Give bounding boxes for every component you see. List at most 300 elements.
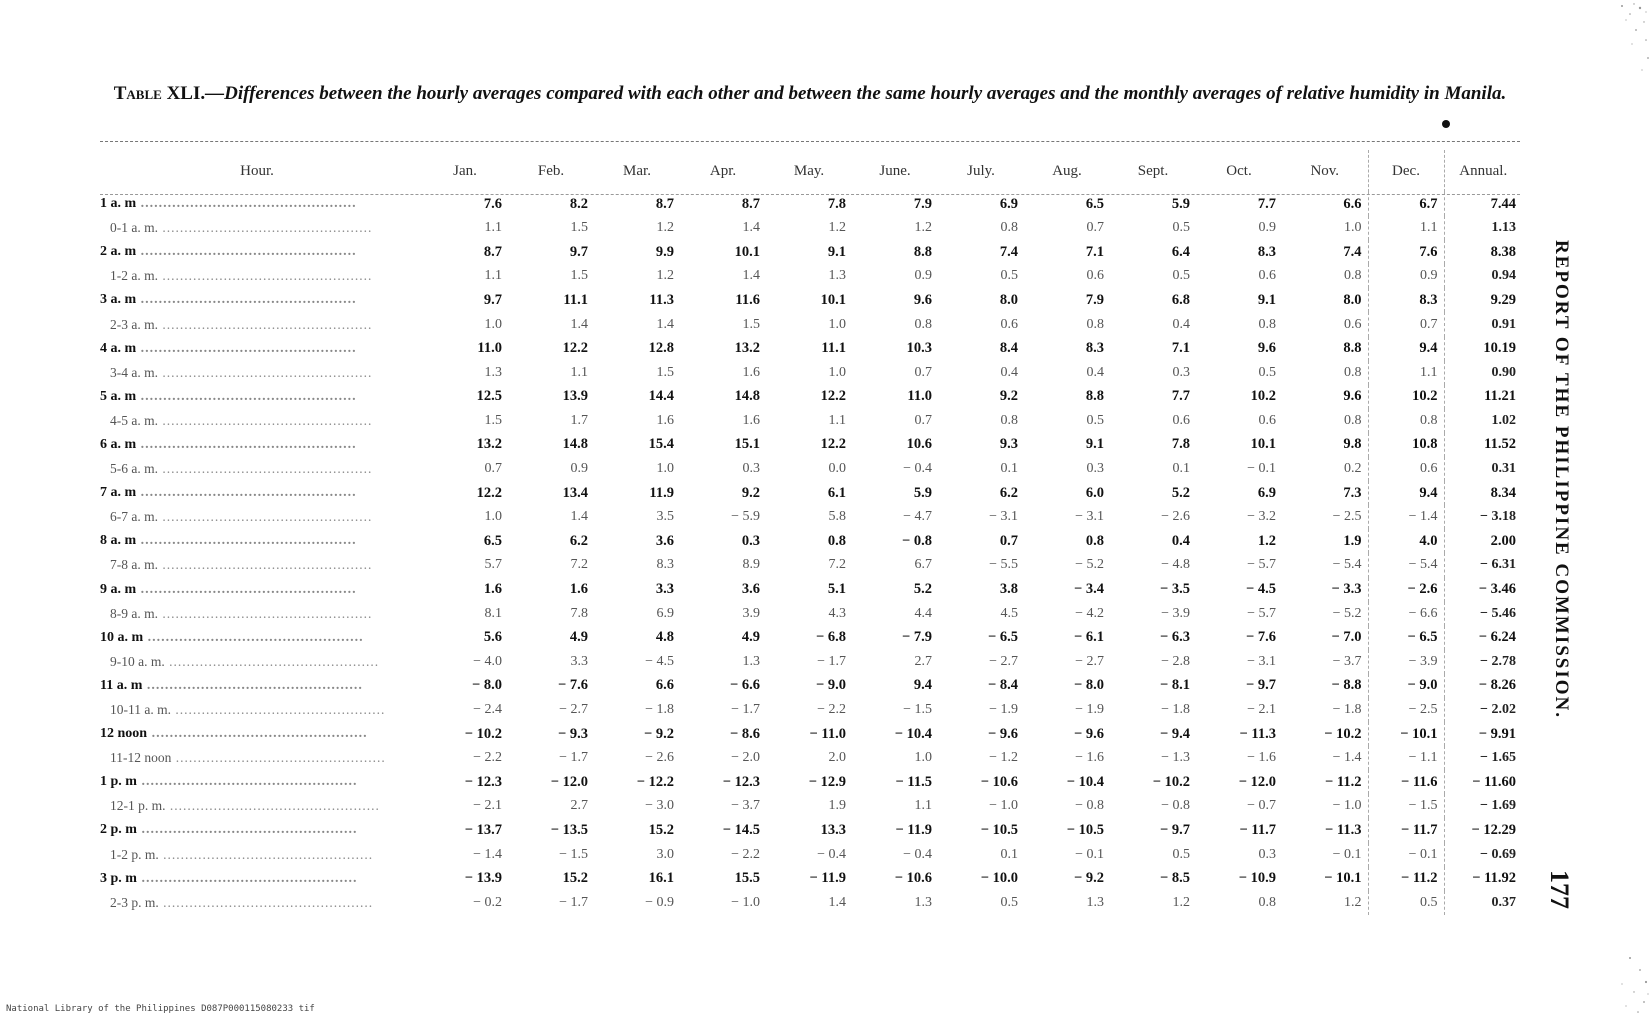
hour-cell [92, 891, 422, 915]
value-cell: 1.6 [483, 581, 502, 598]
hour-cell [92, 385, 422, 409]
annual-value-cell: 2.00 [1444, 529, 1522, 553]
value-cell: − 8.1 [1159, 677, 1190, 694]
leader-dots: ................................................ [136, 581, 357, 597]
value-cell: 1.3 [914, 894, 932, 910]
hour-cell [92, 746, 422, 770]
value-cell: 5.2 [913, 581, 932, 598]
value-cell: 4.9 [741, 629, 760, 646]
hour-cell [92, 843, 422, 867]
value-cell: − 2.5 [1332, 509, 1362, 525]
value-cell: 9.4 [913, 677, 932, 694]
column-header: July. [967, 162, 995, 179]
value-cell: 12.2 [820, 436, 846, 453]
hour-cell [92, 216, 422, 240]
value-cell: − 8.8 [1331, 677, 1362, 694]
hour-label: 2-3 a. m. [110, 316, 158, 332]
table-row-hour [92, 288, 1522, 312]
value-cell: 3.3 [570, 653, 588, 669]
value-cell: 9.1 [827, 243, 846, 260]
value-cell: 1.1 [484, 220, 502, 236]
hour-label: 7 a. m [100, 485, 137, 501]
value-cell: 1.1 [1368, 361, 1444, 385]
value-cell: 0.5 [1368, 891, 1444, 915]
leader-dots: ................................................ [158, 509, 373, 525]
value-cell: − 3.5 [1159, 581, 1190, 598]
table-row-difference [92, 794, 1522, 818]
value-cell: 10.1 [734, 243, 760, 260]
value-cell: 10.1 [1250, 436, 1276, 453]
hour-cell [92, 794, 422, 818]
column-header: Oct. [1226, 162, 1252, 179]
value-cell: − 1.8 [1332, 702, 1362, 718]
value-cell: − 2.6 [1368, 578, 1444, 602]
value-cell: − 11.5 [895, 773, 932, 790]
value-cell: 0.6 [1000, 316, 1018, 332]
value-cell: 4.8 [655, 629, 674, 646]
annual-value-cell: − 5.46 [1444, 602, 1522, 626]
table-label: Table XLI. [113, 83, 206, 104]
value-cell: − 3.9 [1161, 605, 1190, 621]
column-header: Jan. [453, 162, 477, 179]
value-cell: 11.1 [821, 340, 846, 357]
top-rule [100, 141, 1520, 142]
value-cell: − 3.7 [1332, 653, 1362, 669]
annual-value-cell: 0.91 [1444, 312, 1522, 336]
value-cell: 10.1 [820, 291, 846, 308]
value-cell: 1.0 [914, 750, 932, 766]
hour-cell [92, 433, 422, 457]
value-cell: 8.3 [1368, 288, 1444, 312]
value-cell: − 9.2 [1073, 870, 1104, 887]
hour-cell [92, 361, 422, 385]
value-cell: 0.4 [1172, 316, 1190, 332]
value-cell: 4.5 [1000, 605, 1018, 621]
value-cell: − 7.6 [557, 677, 588, 694]
value-cell: − 9.4 [1159, 725, 1190, 742]
table-row-hour [92, 770, 1522, 794]
leader-dots: ................................................ [158, 846, 374, 862]
leader-dots: ................................................ [147, 726, 368, 742]
value-cell: 11.6 [735, 291, 760, 308]
value-cell: − 12.0 [550, 773, 588, 790]
column-header: Aug. [1052, 162, 1082, 179]
value-cell: 7.6 [483, 195, 502, 212]
value-cell: − 1.9 [1075, 702, 1104, 718]
value-cell: 7.7 [1171, 388, 1190, 405]
value-cell: 10.3 [906, 340, 932, 357]
leader-dots: ................................................ [136, 436, 357, 452]
value-cell: 0.5 [1258, 364, 1276, 380]
column-header: Sept. [1137, 162, 1169, 179]
value-cell: − 2.4 [473, 702, 502, 718]
value-cell: 14.8 [734, 388, 760, 405]
value-cell: 0.8 [1000, 412, 1018, 428]
value-cell: 13.2 [476, 436, 502, 453]
value-cell: 0.7 [914, 412, 932, 428]
value-cell: 1.0 [828, 316, 846, 332]
hour-label: 8-9 a. m. [110, 605, 158, 621]
value-cell: − 0.1 [1247, 461, 1276, 477]
value-cell: − 4.2 [1075, 605, 1104, 621]
value-cell: 1.2 [656, 220, 674, 236]
value-cell: 1.1 [1368, 216, 1444, 240]
value-cell: − 1.5 [903, 702, 932, 718]
value-cell: 0.6 [1258, 412, 1276, 428]
value-cell: 13.4 [562, 484, 588, 501]
value-cell: 0.8 [1344, 268, 1362, 284]
hour-label: 11 a. m [100, 677, 143, 693]
value-cell: 1.4 [570, 509, 588, 525]
value-cell: − 4.7 [903, 509, 932, 525]
value-cell: − 1.5 [559, 846, 588, 862]
value-cell: 0.8 [1344, 364, 1362, 380]
annual-value-cell: 8.34 [1444, 481, 1522, 505]
value-cell: − 2.2 [731, 846, 760, 862]
value-cell: − 5.9 [731, 509, 760, 525]
table-row-difference [92, 602, 1522, 626]
value-cell: 6.9 [656, 605, 674, 621]
value-cell: − 12.2 [636, 773, 674, 790]
value-cell: 7.1 [1171, 340, 1190, 357]
value-cell: − 10.2 [464, 725, 502, 742]
value-cell: 0.6 [1086, 268, 1104, 284]
hour-label: 12 noon [100, 726, 148, 742]
leader-dots: ................................................ [136, 244, 357, 260]
value-cell: 12.2 [562, 340, 588, 357]
annual-value-cell: − 6.24 [1444, 626, 1522, 650]
value-cell: 7.4 [999, 243, 1018, 260]
annual-value-cell: − 1.65 [1444, 746, 1522, 770]
value-cell: 6.2 [999, 484, 1018, 501]
annual-value-cell: 1.02 [1444, 409, 1522, 433]
value-cell: − 1.7 [559, 894, 588, 910]
hour-cell [92, 409, 422, 433]
hour-cell [92, 867, 422, 891]
value-cell: 7.8 [1171, 436, 1190, 453]
hour-cell [92, 481, 422, 505]
value-cell: − 4.8 [1161, 557, 1190, 573]
value-cell: 16.1 [648, 870, 674, 887]
value-cell: 1.0 [1344, 220, 1362, 236]
value-cell: 0.1 [1000, 846, 1018, 862]
value-cell: − 8.6 [729, 725, 760, 742]
hour-label: 5-6 a. m. [110, 461, 158, 477]
value-cell: 6.7 [914, 557, 932, 573]
value-cell: 8.7 [483, 243, 502, 260]
value-cell: − 10.9 [1238, 870, 1276, 887]
value-cell: 12.2 [476, 484, 502, 501]
table-row-difference [92, 650, 1522, 674]
value-cell: − 0.8 [1075, 798, 1104, 814]
value-cell: − 6.5 [987, 629, 1018, 646]
value-cell: − 11.0 [809, 725, 846, 742]
value-cell: − 11.2 [1368, 867, 1444, 891]
value-cell: − 9.3 [557, 725, 588, 742]
value-cell: 7.2 [570, 557, 588, 573]
table-row-difference [92, 264, 1522, 288]
value-cell: − 3.3 [1331, 581, 1362, 598]
hour-label: 6 a. m [100, 436, 137, 452]
value-cell: 0.9 [1368, 264, 1444, 288]
leader-dots: ................................................ [136, 774, 358, 790]
value-cell: − 2.1 [473, 798, 502, 814]
value-cell: 0.5 [1000, 268, 1018, 284]
hour-cell [92, 192, 422, 216]
value-cell: 7.1 [1085, 243, 1104, 260]
value-cell: 0.8 [1368, 409, 1444, 433]
value-cell: − 6.5 [1368, 626, 1444, 650]
value-cell: − 5.5 [989, 557, 1018, 573]
value-cell: 1.7 [570, 412, 588, 428]
hour-cell [92, 240, 422, 264]
value-cell: − 11.7 [1368, 818, 1444, 842]
table-row-hour [92, 867, 1522, 891]
column-header: Nov. [1310, 162, 1340, 179]
value-cell: 1.5 [742, 316, 760, 332]
annual-value-cell: − 3.18 [1444, 505, 1522, 529]
annual-value-cell: − 8.26 [1444, 674, 1522, 698]
value-cell: 1.4 [656, 316, 674, 332]
leader-dots: ................................................ [136, 196, 357, 212]
value-cell: − 4.5 [1245, 581, 1276, 598]
value-cell: − 6.1 [1073, 629, 1104, 646]
annual-value-cell: 0.94 [1444, 264, 1522, 288]
value-cell: − 11.7 [1239, 821, 1276, 838]
value-cell: 14.8 [562, 436, 588, 453]
value-cell: − 9.2 [643, 725, 674, 742]
value-cell: 1.6 [569, 581, 588, 598]
value-cell: 0.5 [1172, 846, 1190, 862]
hour-cell [92, 312, 422, 336]
value-cell: 8.9 [742, 557, 760, 573]
hour-label: 11-12 noon [110, 750, 172, 766]
value-cell: 0.3 [742, 461, 760, 477]
value-cell: − 13.7 [464, 821, 502, 838]
value-cell: − 1.2 [989, 750, 1018, 766]
value-cell: 7.4 [1343, 243, 1362, 260]
value-cell: 1.0 [484, 316, 502, 332]
value-cell: − 0.8 [1161, 798, 1190, 814]
value-cell: 9.7 [569, 243, 588, 260]
value-cell: − 2.7 [559, 702, 588, 718]
value-cell: − 0.2 [473, 894, 502, 910]
value-cell: − 7.0 [1331, 629, 1362, 646]
hour-label: 9-10 a. m. [110, 653, 165, 669]
value-cell: − 3.7 [731, 798, 760, 814]
value-cell: 8.3 [656, 557, 674, 573]
value-cell: 8.0 [1343, 291, 1362, 308]
value-cell: 0.7 [1368, 312, 1444, 336]
value-cell: − 5.7 [1247, 557, 1276, 573]
value-cell: 1.0 [656, 461, 674, 477]
value-cell: − 3.9 [1368, 650, 1444, 674]
value-cell: 0.3 [1258, 846, 1276, 862]
value-cell: 1.9 [828, 798, 846, 814]
leader-dots: ................................................ [158, 364, 373, 380]
value-cell: − 2.7 [1075, 653, 1104, 669]
table-row-difference [92, 746, 1522, 770]
hour-label: 7-8 a. m. [110, 557, 158, 573]
value-cell: 1.5 [656, 364, 674, 380]
value-cell: 9.6 [1257, 340, 1276, 357]
value-cell: 1.4 [742, 220, 760, 236]
value-cell: 0.8 [1258, 316, 1276, 332]
leader-dots: ................................................ [158, 268, 373, 284]
value-cell: 3.0 [656, 846, 674, 862]
value-cell: 6.0 [1085, 484, 1104, 501]
value-cell: 8.3 [1257, 243, 1276, 260]
value-cell: 1.1 [484, 268, 502, 284]
running-head: REPORT OF THE PHILIPPINE COMMISSION. [1551, 240, 1572, 720]
value-cell: 1.5 [484, 412, 502, 428]
value-cell: 6.4 [1171, 243, 1190, 260]
table-row-hour [92, 578, 1522, 602]
hour-label: 10 a. m [100, 629, 144, 645]
leader-dots: ................................................ [136, 292, 357, 308]
value-cell: − 9.7 [1245, 677, 1276, 694]
value-cell: − 2.7 [989, 653, 1018, 669]
value-cell: 8.7 [655, 195, 674, 212]
value-cell: − 10.5 [1066, 821, 1104, 838]
leader-dots: ................................................ [158, 557, 373, 573]
header-rule [100, 194, 1520, 195]
column-header: Feb. [537, 162, 565, 179]
value-cell: 15.2 [562, 870, 588, 887]
value-cell: − 0.4 [903, 461, 932, 477]
value-cell: − 5.7 [1247, 605, 1276, 621]
value-cell: 5.8 [828, 509, 846, 525]
value-cell: − 9.0 [1368, 674, 1444, 698]
leader-dots: ................................................ [158, 316, 373, 332]
value-cell: − 6.6 [1368, 602, 1444, 626]
hour-label: 8 a. m [100, 533, 137, 549]
value-cell: 4.0 [1368, 529, 1444, 553]
table-row-hour [92, 385, 1522, 409]
value-cell: 1.1 [570, 364, 588, 380]
table-body [92, 192, 1522, 915]
table-row-difference [92, 457, 1522, 481]
value-cell: 0.6 [1258, 268, 1276, 284]
value-cell: 9.8 [1343, 436, 1362, 453]
annual-value-cell: − 12.29 [1444, 818, 1522, 842]
column-header: May. [793, 162, 825, 179]
value-cell: 0.6 [1344, 316, 1362, 332]
hour-cell [92, 674, 422, 698]
value-cell: − 10.0 [980, 870, 1018, 887]
table-row-hour [92, 192, 1522, 216]
humidity-table [92, 150, 1522, 915]
value-cell: 1.1 [828, 412, 846, 428]
value-cell: − 6.3 [1159, 629, 1190, 646]
value-cell: 12.2 [820, 388, 846, 405]
value-cell: − 0.1 [1368, 843, 1444, 867]
leader-dots: ................................................ [136, 870, 358, 886]
value-cell: 0.9 [914, 268, 932, 284]
value-cell: 5.6 [483, 629, 502, 646]
hour-cell [92, 602, 422, 626]
value-cell: − 1.8 [645, 702, 674, 718]
value-cell: − 0.4 [817, 846, 846, 862]
value-cell: 9.1 [1085, 436, 1104, 453]
annual-value-cell: 11.52 [1444, 433, 1522, 457]
value-cell: 12.5 [476, 388, 502, 405]
value-cell: 9.1 [1257, 291, 1276, 308]
table-row-hour [92, 529, 1522, 553]
value-cell: 0.8 [1344, 412, 1362, 428]
value-cell: 1.0 [828, 364, 846, 380]
value-cell: − 9.6 [1073, 725, 1104, 742]
table-row-difference [92, 312, 1522, 336]
table-row-hour [92, 481, 1522, 505]
hour-cell [92, 457, 422, 481]
value-cell: − 5.4 [1368, 553, 1444, 577]
hour-label: 3 a. m [100, 292, 137, 308]
annual-value-cell: − 6.31 [1444, 553, 1522, 577]
annual-value-cell: − 2.02 [1444, 698, 1522, 722]
value-cell: − 0.1 [1075, 846, 1104, 862]
column-header-hour: Hour. [240, 162, 274, 179]
value-cell: − 8.4 [987, 677, 1018, 694]
value-cell: 6.6 [655, 677, 674, 694]
annual-value-cell: − 11.92 [1444, 867, 1522, 891]
hour-cell [92, 698, 422, 722]
leader-dots: ................................................ [142, 677, 363, 693]
value-cell: − 1.3 [1161, 750, 1190, 766]
leader-dots: ................................................ [165, 798, 380, 814]
annual-value-cell: 0.37 [1444, 891, 1522, 915]
value-cell: 15.1 [734, 436, 760, 453]
annual-value-cell: 9.29 [1444, 288, 1522, 312]
leader-dots: ................................................ [158, 220, 373, 236]
value-cell: 0.6 [1172, 412, 1190, 428]
value-cell: − 10.2 [1324, 725, 1362, 742]
value-cell: 5.9 [1171, 195, 1190, 212]
value-cell: 3.6 [655, 532, 674, 549]
value-cell: 15.5 [734, 870, 760, 887]
value-cell: 13.9 [562, 388, 588, 405]
value-cell: 7.6 [1368, 240, 1444, 264]
value-cell: 1.1 [914, 798, 932, 814]
hour-label: 12-1 p. m. [110, 798, 166, 814]
hour-cell [92, 337, 422, 361]
hour-label: 1 a. m [100, 196, 137, 212]
value-cell: − 6.6 [729, 677, 760, 694]
value-cell: − 4.0 [473, 653, 502, 669]
value-cell: 0.8 [914, 316, 932, 332]
value-cell: − 9.7 [1159, 821, 1190, 838]
value-cell: − 13.9 [464, 870, 502, 887]
value-cell: 1.0 [484, 509, 502, 525]
value-cell: 14.4 [648, 388, 674, 405]
hour-cell [92, 264, 422, 288]
annual-value-cell: 0.31 [1444, 457, 1522, 481]
value-cell: − 0.1 [1332, 846, 1362, 862]
value-cell: 1.4 [570, 316, 588, 332]
value-cell: − 1.6 [1075, 750, 1104, 766]
value-cell: − 3.2 [1247, 509, 1276, 525]
value-cell: 0.5 [1172, 220, 1190, 236]
value-cell: − 1.1 [1368, 746, 1444, 770]
value-cell: 8.7 [741, 195, 760, 212]
value-cell: 1.9 [1343, 532, 1362, 549]
table-row-difference [92, 698, 1522, 722]
annual-value-cell: 7.44 [1444, 192, 1522, 216]
value-cell: − 5.2 [1075, 557, 1104, 573]
value-cell: − 10.2 [1152, 773, 1190, 790]
value-cell: 9.4 [1368, 337, 1444, 361]
hour-label: 1-2 p. m. [110, 846, 159, 862]
